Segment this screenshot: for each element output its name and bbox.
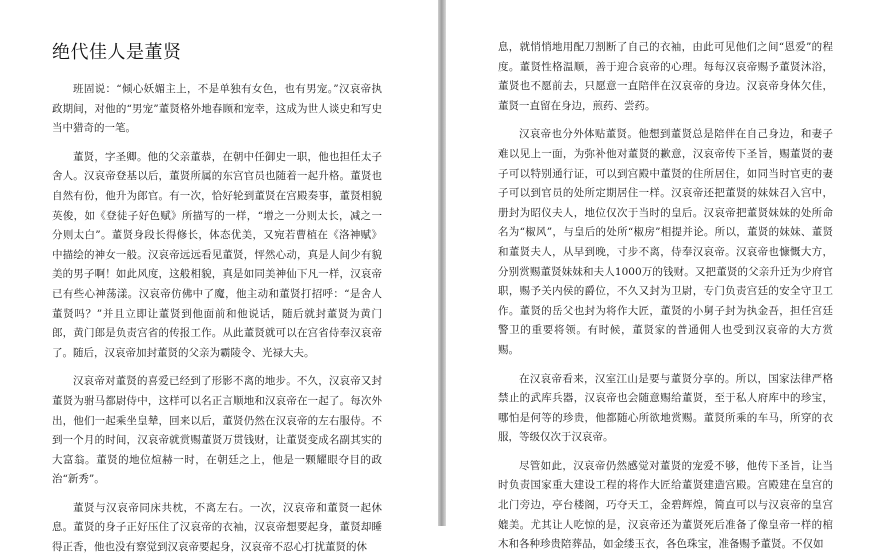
right-page <box>446 0 887 551</box>
paragraph: 董贤与汉哀帝同床共枕，不离左右。一次，汉哀帝和董贤一起休息。董贤的身子正好压住了汉哀帝的衣袖，汉哀帝想要起身，董贤却睡得正香，他也没有察觉到汉哀帝要起身，汉哀帝不忍心打扰董贤的休 <box>52 501 382 554</box>
paragraph: 班固说：“倾心妖媚主上，不是单独有女色，也有男宠。”汉哀帝执政期间，对他的“男宠”董贤格外地春顾和宠幸，这成为世人谈史和写史当中猎奇的一笔。 <box>52 83 382 135</box>
page-gutter-divider <box>438 0 446 526</box>
paragraph: 在汉哀帝看来，汉室江山是要与董贤分享的。所以，国家法律严格禁止的武库兵器，汉哀帝也会随意赐给董贤，至于私人府库中的珍宝，哪怕是何等的珍贵，他都随心所欲地赏赐。董贤所乘的车马，所穿的衣服，等级仅次于汉哀帝。 <box>498 372 833 444</box>
paragraph: 息，就悄悄地用配刀割断了自己的衣袖，由此可见他们之间“恩爱”的程度。董贤性格温顺，善于迎合哀帝的心理。每每汉哀帝赐予董贤沐浴，董贤也不愿前去，只愿意一直陪伴在汉哀帝的身边。汉哀帝身体欠佳，董贤一直留在身边，煎药、尝药。 <box>498 41 833 112</box>
paragraph: 尽管如此，汉哀帝仍然感觉对董贤的宠爱不够，他传下圣旨，让当时负责国家重大建设工程的将作大匠给董贤建造宫殿。宫殿建在皇宫的北门旁边，亭台楼阁，巧夺天工，金碧辉煌，简直可以与汉哀帝的皇宫媲美。尤其让人吃惊的是，汉哀帝还为董贤死后准备了像皇帝一样的棺木和各种珍贵陪葬品，如金缕玉衣，各色珠宝，准备赐予董贤。不仅如 <box>498 459 833 551</box>
paragraph: 汉哀帝对董贤的喜爱已经到了形影不离的地步。不久，汉哀帝又封董贤为驸马都尉侍中，这样可以名正言顺地和汉哀帝在一起了。每次外出，他们一起乘坐皇辇，回来以后，董贤仍然在汉哀帝的左右服侍。不到一个月的时间，汉哀帝就赏赐董贤万贯钱财，让董贤变成名副其实的大富翁。董贤的地位煊赫一时，在朝廷之上，他是一颗耀眼夺目的政治“新秀”。 <box>52 375 382 486</box>
page-title: 绝代佳人是董贤 <box>52 42 182 63</box>
left-page <box>0 0 438 554</box>
paragraph: 董贤，字圣卿。他的父亲董恭，在朝中任御史一职，他也担任太子舍人。汉哀帝登基以后，董贤所属的东宫官员也随着一起升格。董贤也自然有份，他升为郎官。有一次，恰好轮到董贤在宫殿奏事，董贤相貌英俊，如《登徒子好色赋》所描写的一样，“增之一分则太长，减之一分则太白”。董贤身段长得修长，体态优美，又宛若曹植在《洛神赋》中描绘的神女一般。汉哀帝远远看见董贤，怦然心动，真是人间少有貌美的男子啊！如此风度，这般相貌，真是如同美神仙下凡一样，汉哀帝已有些心神荡漾。汉哀帝仿佛中了魔，他主动和董贤打招呼：“是舍人董贤吗？”并且立即让董贤到他面前和他说话，随后就封董贤为黄门郎，黄门郎是负责宫省的传报工作。从此董贤就可以在宫省侍奉汉哀帝了。随后，汉哀帝加封董贤的父亲为霸陵令、光禄大夫。 <box>52 150 382 359</box>
paragraph: 汉哀帝也分外体贴董贤。他想到董贤总是陪伴在自己身边，和妻子难以见上一面，为弥补他对董贤的歉意，汉哀帝传下圣旨，赐董贤的妻子可以特别通行证，可以到宫殿中董贤的住所居住，如同当时官吏的妻子可以到官员的处所定期居住一样。汉哀帝还把董贤的妹妹召入宫中，册封为昭仪夫人，地位仅次于当时的皇后。汉哀帝把董贤妹妹的处所命名为“椒风”，与皇后的处所“椒房”相提并论。所以，董贤的妹妹、董贤和董贤夫人，从早到晚，寸步不离，侍奉汉哀帝。汉哀帝也慷慨大方，分别赏赐董贤妹妹和夫人1000万的钱财。又把董贤的父亲升迁为少府官职，赐予关内侯的爵位，不久又封为卫尉，专门负责宫廷的安全守卫工作。董贤的岳父也封为将作大匠，董贤的小舅子封为执金吾，担任宫廷警卫的重要将领。有时候，董贤家的普通佣人也受到汉哀帝的大方赏赐。 <box>498 128 833 356</box>
